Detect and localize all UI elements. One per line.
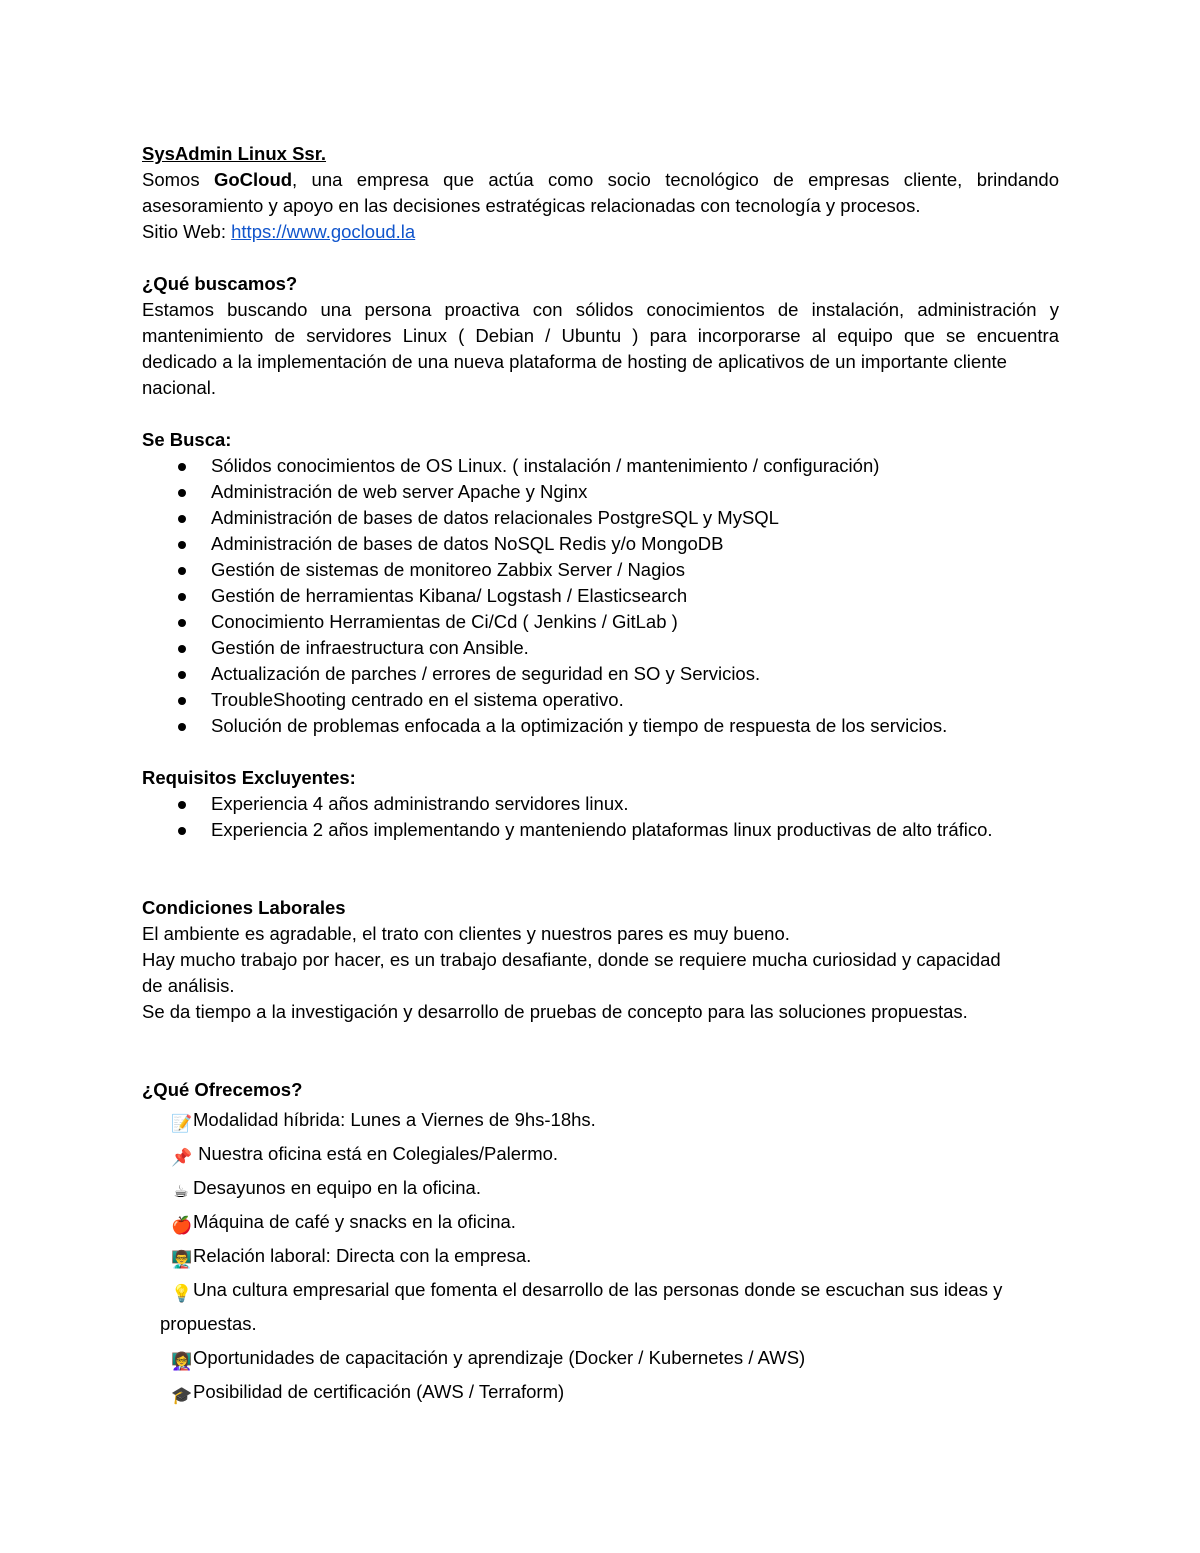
buscamos-line-4: nacional. [142, 377, 217, 398]
bullet-icon [178, 671, 186, 679]
bullet-icon [178, 489, 186, 497]
bullet-icon [178, 801, 186, 809]
list-item: Administración de bases de datos relacionales PostgreSQL y MySQL [142, 505, 1059, 531]
list-item: Experiencia 4 años administrando servidores linux. [142, 791, 1059, 817]
bullet-icon [178, 515, 186, 523]
section-heading-requisitos: Requisitos Excluyentes: [142, 767, 356, 788]
list-item: Gestión de herramientas Kibana/ Logstash / Elasticsearch [142, 583, 1059, 609]
bullet-icon [178, 619, 186, 627]
condiciones-line-2: Hay mucho trabajo por hacer, es un trabajo desafiante, donde se requiere mucha curiosidad y capacidad [142, 949, 1001, 970]
bullet-icon [178, 567, 186, 575]
condiciones-line-1: El ambiente es agradable, el trato con clientes y nuestros pares es muy bueno. [142, 923, 790, 944]
condiciones-line-3: de análisis. [142, 975, 235, 996]
buscamos-line-2: mantenimiento de servidores Linux ( Debian / Ubuntu ) para incorporarse al equipo que se encuentra [142, 325, 1059, 346]
woman-teacher-icon: 👩‍🏫 [171, 1352, 193, 1372]
list-item: Gestión de infraestructura con Ansible. [142, 635, 1059, 661]
bullet-icon [178, 541, 186, 549]
intro-line-1: Somos GoCloud, una empresa que actúa como socio tecnológico de empresas cliente, brindando [142, 169, 1059, 190]
list-item: Conocimiento Herramientas de Ci/Cd ( Jenkins / GitLab ) [142, 609, 1059, 635]
list-item-continuation: propuestas. [160, 1313, 257, 1334]
document-body [142, 141, 1059, 1409]
list-item: Solución de problemas enfocada a la optimización y tiempo de respuesta de los servicios. [142, 713, 1059, 739]
memo-icon: 📝 [171, 1114, 193, 1134]
section-heading-se-busca: Se Busca: [142, 429, 232, 450]
list-item: 🍎Máquina de café y snacks en la oficina. [171, 1211, 516, 1236]
list-item: Administración de web server Apache y Nginx [142, 479, 1059, 505]
list-item: 👨‍🏫Relación laboral: Directa con la empresa. [171, 1245, 532, 1270]
requisitos-list [142, 791, 1059, 843]
bullet-icon [178, 723, 186, 731]
list-item: Sólidos conocimientos de OS Linux. ( instalación / mantenimiento / configuración) [142, 453, 1059, 479]
list-item: TroubleShooting centrado en el sistema operativo. [142, 687, 1059, 713]
coffee-icon: ☕ [173, 1182, 189, 1202]
teacher-icon: 👨‍🏫 [171, 1250, 193, 1270]
bullet-icon [178, 645, 186, 653]
bullet-icon [178, 827, 186, 835]
graduation-cap-icon: 🎓 [171, 1386, 193, 1406]
job-title: SysAdmin Linux Ssr. [142, 143, 327, 164]
list-item: Administración de bases de datos NoSQL Redis y/o MongoDB [142, 531, 1059, 557]
bullet-icon [178, 697, 186, 705]
apple-icon: 🍎 [171, 1216, 193, 1236]
list-item: 🎓Posibilidad de certificación (AWS / Terraform) [171, 1381, 565, 1406]
section-heading-ofrecemos: ¿Qué Ofrecemos? [142, 1079, 303, 1100]
condiciones-line-4: Se da tiempo a la investigación y desarrollo de pruebas de concepto para las soluciones propuestas. [142, 1001, 968, 1022]
website-link[interactable]: https://www.gocloud.la [231, 221, 416, 242]
website-line: Sitio Web: https://www.gocloud.la [142, 221, 416, 242]
lightbulb-icon: 💡 [171, 1284, 193, 1304]
bullet-icon [178, 593, 186, 601]
list-item: Experiencia 2 años implementando y manteniendo plataformas linux productivas de alto tráfico. [142, 817, 1059, 843]
list-item: 💡Una cultura empresarial que fomenta el desarrollo de las personas donde se escuchan sus ideas y [171, 1279, 1003, 1304]
buscamos-line-3: dedicado a la implementación de una nueva plataforma de hosting de aplicativos de un importante cliente [142, 351, 1007, 372]
section-heading-condiciones: Condiciones Laborales [142, 897, 346, 918]
list-item: Actualización de parches / errores de seguridad en SO y Servicios. [142, 661, 1059, 687]
intro-line-2: asesoramiento y apoyo en las decisiones estratégicas relacionadas con tecnología y procesos. [142, 195, 921, 216]
buscamos-line-1: Estamos buscando una persona proactiva con sólidos conocimientos de instalación, administración y [142, 299, 1059, 320]
bullet-icon [178, 463, 186, 471]
ofrecemos-list [142, 1103, 1059, 1409]
list-item: ☕ Desayunos en equipo en la oficina. [120, 1171, 1059, 1205]
company-name: GoCloud [213, 169, 293, 190]
list-item: 📌 Nuestra oficina está en Colegiales/Palermo. [171, 1143, 559, 1168]
list-item: Gestión de sistemas de monitoreo Zabbix Server / Nagios [142, 557, 1059, 583]
section-heading-buscamos: ¿Qué buscamos? [142, 273, 298, 294]
se-busca-list [142, 453, 1059, 739]
list-item: 📝Modalidad híbrida: Lunes a Viernes de 9hs-18hs. [171, 1109, 596, 1134]
list-item: 👩‍🏫Oportunidades de capacitación y aprendizaje (Docker / Kubernetes / AWS) [171, 1347, 806, 1372]
pushpin-icon: 📌 [171, 1148, 193, 1168]
